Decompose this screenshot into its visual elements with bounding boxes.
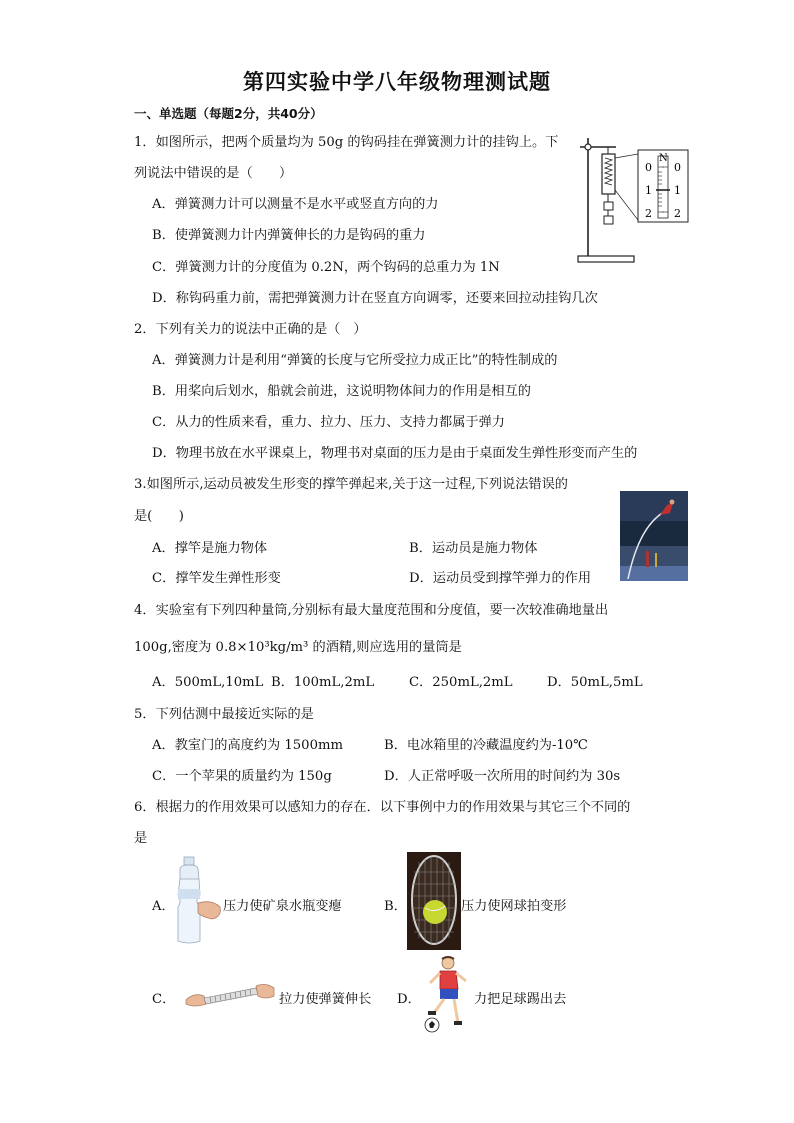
q6-option-d-letter: D． — [397, 992, 421, 1007]
q2-option-b: B．用桨向后划水，船就会前进，这说明物体间力的作用是相互的 — [152, 384, 531, 399]
q5-option-b: B．电冰箱里的冷藏温度约为-10℃ — [384, 738, 588, 753]
q1-stem-line1: 1．如图所示，把两个质量均为 50g 的钩码挂在弹簧测力计的挂钩上。下 — [134, 135, 559, 150]
q6-option-c-text: 拉力使弹簧伸长 — [279, 992, 372, 1007]
scale-right-2: 2 — [674, 207, 681, 220]
spring-pull-image — [184, 978, 276, 1014]
scale-left-2: 2 — [645, 207, 652, 220]
q3-option-c: C．撑竿发生弹性形变 — [152, 571, 281, 586]
q3-option-a: A．撑竿是施力物体 — [152, 541, 268, 556]
q6-stem-line2: 是 — [134, 831, 148, 846]
scale-left-1: 1 — [645, 184, 652, 197]
q4-option-d: D．50mL,5mL — [547, 675, 643, 690]
scale-right-1: 1 — [674, 184, 681, 197]
q5-option-d: D．人正常呼吸一次所用的时间约为 30s — [384, 769, 621, 784]
q3-stem-line1: 3.如图所示,运动员被发生形变的撑竿弹起来,关于这一过程,下列说法错误的 — [134, 477, 568, 492]
q2-option-d: D．物理书放在水平课桌上，物理书对桌面的压力是由于桌面发生弹性形变而产生的 — [152, 446, 638, 461]
section-heading: 一、单选题（每题2分，共40分） — [134, 106, 323, 121]
spring-scale-figure — [576, 132, 694, 266]
q3-option-d: D．运动员受到撑竿弹力的作用 — [409, 571, 592, 586]
q5-option-a: A．教室门的高度约为 1500mm — [152, 738, 343, 753]
q1-option-d: D．称钩码重力前，需把弹簧测力计在竖直方向调零，还要来回拉动挂钩几次 — [152, 291, 598, 306]
q6-stem-line1: 6．根据力的作用效果可以感知力的存在．以下事例中力的作用效果与其它三个不同的 — [134, 800, 631, 815]
q2-option-c: C．从力的性质来看，重力、拉力、压力、支持力都属于弹力 — [152, 415, 505, 430]
q1-stem-line2: 列说法中错误的是（ ） — [134, 166, 293, 181]
q4-stem-line2: 100g,密度为 0.8×10³kg/m³ 的酒精,则应选用的量筒是 — [134, 640, 462, 655]
q1-option-b: B．使弹簧测力计内弹簧伸长的力是钩码的重力 — [152, 228, 426, 243]
soccer-kick-image — [420, 955, 472, 1035]
q3-stem-line2: 是( ) — [134, 509, 184, 524]
q1-option-c: C．弹簧测力计的分度值为 0.2N，两个钩码的总重力为 1N — [152, 260, 500, 275]
q4-option-c: C．250mL,2mL — [409, 675, 513, 690]
q5-stem: 5．下列估测中最接近实际的是 — [134, 707, 314, 722]
q1-option-a: A．弹簧测力计可以测量不是水平或竖直方向的力 — [152, 197, 439, 212]
pole-vault-photo — [620, 491, 688, 581]
q4-stem-line1: 4．实验室有下列四种量筒,分别标有最大量度范围和分度值，要一次较准确地量出 — [134, 603, 609, 618]
tennis-racket-image — [407, 852, 461, 950]
q2-stem: 2．下列有关力的说法中正确的是（ ） — [134, 322, 367, 337]
water-bottle-image — [172, 855, 224, 947]
q4-option-a: A．500mL,10mL — [152, 675, 264, 690]
q6-option-c-letter: C． — [152, 992, 176, 1007]
q5-option-c: C．一个苹果的质量约为 150g — [152, 769, 332, 784]
q6-option-a-letter: A． — [152, 899, 175, 914]
q3-option-b: B．运动员是施力物体 — [409, 541, 538, 556]
q6-option-a-text: 压力使矿泉水瓶变瘪 — [223, 899, 342, 914]
q6-option-d-text: 力把足球踢出去 — [474, 992, 567, 1007]
scale-right-0: 0 — [674, 161, 681, 174]
q6-option-b-letter: B． — [384, 899, 407, 914]
q6-option-b-text: 压力使网球拍变形 — [461, 899, 567, 914]
page-title: 第四实验中学八年级物理测试题 — [243, 70, 551, 94]
q2-option-a: A．弹簧测力计是利用“弹簧的长度与它所受拉力成正比”的特性制成的 — [152, 353, 558, 368]
scale-unit: N — [659, 153, 668, 164]
q4-option-b: B．100mL,2mL — [271, 675, 375, 690]
scale-left-0: 0 — [645, 161, 652, 174]
